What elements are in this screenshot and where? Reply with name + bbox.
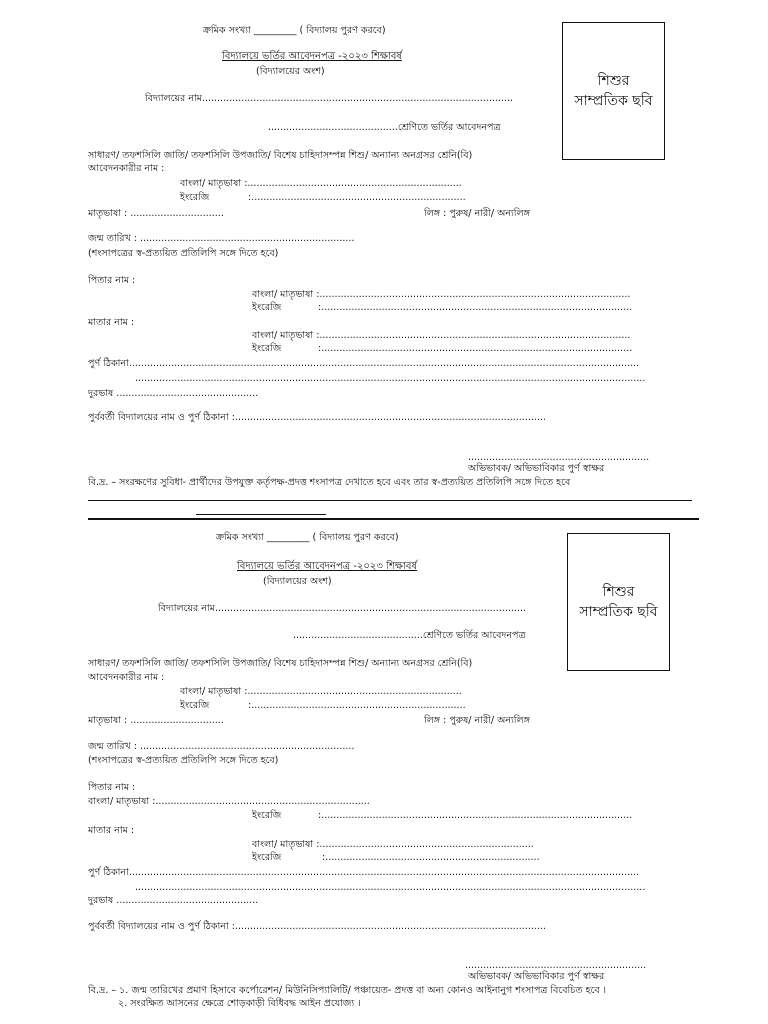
father-english-label: ইংরেজি [252,302,282,313]
address-field[interactable]: পুর্ণ ঠিকানা......................................................................................................................................................................... [88,867,640,878]
signature-line[interactable]: ............................................................ [465,960,647,971]
guardian-signature-label: অভিভাবক/ অভিভাবিকার পুর্ণ স্বাক্ষর [468,971,605,982]
footnote: বি.দ্র. – সংরক্ষণের সুবিধা- প্রার্থীদের উপযুক্ত কর্তৃপক্ষ-প্রদত্ত শংসাপত্র দেখাতে হবে এবং তার স্ব-প্রত্যয়িত প্রতিলিপি সঙ্গে দিতে হবে [88,477,571,488]
mother-tongue-field[interactable]: মাতৃভাষা : ............................... [88,208,224,219]
address-field-line2[interactable]: ......................................................................................................................................................................... [135,373,646,384]
dob-field[interactable]: জন্ম তারিখ : ....................................................................... [88,741,355,752]
phone-field[interactable]: দুরভাষ ............................................... [88,388,259,399]
dob-field[interactable]: জন্ম তারিখ : ....................................................................... [88,233,355,244]
mother-bengali-field[interactable]: বাংলা/ মাতৃভাষা :....................................................................................................... [252,330,631,341]
form-title: বিদ্যালয়ে ভর্তির আবেদনপত্র -২০২৩ শিক্ষাবর্ষ [222,51,402,62]
signature-line[interactable]: ............................................................ [468,452,650,463]
mother-bengali-field[interactable]: বাংলা/ মাতৃভাষা :....................................................................... [252,839,534,850]
gender-options: লিঙ্গ : পুরুষ/ নারী/ অন্যলিঙ্গ [424,208,530,219]
father-bengali-field[interactable]: বাংলা/ মাতৃভাষা :....................................................................... [88,796,370,807]
photo-label-line1: শিশুর [602,583,635,600]
gender-options: লিঙ্গ : পুরুষ/ নারী/ অন্যলিঙ্গ [424,715,530,726]
class-field[interactable]: ...........................................শ্রেণিতে ভর্তির আবেদনপত্র [268,122,501,133]
father-english-field[interactable]: :....................................................................................................... [318,302,633,313]
mother-name-label: মাতার নাম : [88,825,135,836]
form-subtitle: (বিদ্যালয়ের অংশ) [263,576,332,587]
applicant-bengali-field[interactable]: বাংলা/ মাতৃভাষা :....................................................................... [180,686,462,697]
school-name-field[interactable]: বিদ্যালয়ের নাম....................................................................................................... [158,603,526,614]
mother-tongue-field[interactable]: মাতৃভাষা : ............................... [88,715,224,726]
footnote-2: ২. সংরক্ষিত আসনের ক্ষেত্রে শোড়কাড়ী বিধিবদ্ধ আইন প্রযোজ্য । [118,998,361,1009]
short-divider-line [196,514,326,515]
applicant-bengali-field[interactable]: বাংলা/ মাতৃভাষা :....................................................................... [180,178,462,189]
school-name-field[interactable]: বিদ্যালয়ের নাম....................................................................................................... [145,93,513,104]
phone-field[interactable]: দুরভাষ ............................................... [88,895,259,906]
guardian-signature-label: অভিভাবক/ অভিভাবিকার পুর্ণ স্বাক্ষর [468,463,605,474]
mother-name-label: মাতার নাম : [88,317,135,328]
serial-number: ক্রমিক সংখ্যা _________ ( বিদ্যালয় পুরণ করবে) [203,25,386,36]
father-english-field[interactable]: :....................................................................................................... [318,810,633,821]
divider-line [88,500,692,501]
previous-school-field[interactable]: পুর্ববর্তী বিদ্যালয়ের নাম ও পুর্ণ ঠিকানা :....................................................................................................... [88,412,546,423]
dob-note: (শংসাপত্রের স্ব-প্রত্যয়িত প্রতিলিপি সঙ্গে দিতে হবে) [88,248,279,259]
serial-number: ক্রমিক সংখ্যা _________ ( বিদ্যালয় পুরণ করবে) [216,532,399,543]
father-bengali-field[interactable]: বাংলা/ মাতৃভাষা :....................................................................................................... [252,289,631,300]
dob-note: (শংসাপত্রের স্ব-প্রত্যয়িত প্রতিলিপি সঙ্গে দিতে হবে) [88,755,279,766]
applicant-english-label: ইংরেজি [180,192,210,203]
applicant-english-field[interactable]: :....................................................................... [248,192,466,203]
class-field[interactable]: ...........................................শ্রেণিতে ভর্তির আবেদনপত্র [293,630,526,641]
mother-english-label: ইংরেজি [252,343,282,354]
category-options: সাধারণ/ তফশসিলি জাতি/ তফশসিলি উপজাতি/ বিশেষ চাহিদাসম্পন্ন শিশু/ অন্যান্য অনগ্রসর শ্রেনি(বি) [88,658,473,669]
photo-label-line2: সাম্প্রতিক ছবি [579,604,658,620]
mother-english-label: ইংরেজি [252,852,282,863]
address-field-line2[interactable]: ......................................................................................................................................................................... [135,882,646,893]
applicant-name-label: আবেদনকারীর নাম : [88,672,165,683]
address-field[interactable]: পুর্ণ ঠিকানা......................................................................................................................................................................... [88,358,640,369]
section-separator [88,518,699,520]
form-subtitle: (বিদ্যালয়ের অংশ) [256,66,325,77]
previous-school-field[interactable]: পুর্ববর্তী বিদ্যালয়ের নাম ও পুর্ণ ঠিকানা :....................................................................................................... [88,921,546,932]
applicant-name-label: আবেদনকারীর নাম : [88,163,165,174]
applicant-english-field[interactable]: :....................................................................... [248,700,466,711]
father-name-label: পিতার নাম : [88,782,136,793]
applicant-english-label: ইংরেজি [180,700,210,711]
category-options: সাধারণ/ তফশসিলি জাতি/ তফশসিলি উপজাতি/ বিশেষ চাহিদাসম্পন্ন শিশু/ অন্যান্য অনগ্রসর শ্রেনি(বি) [88,150,473,161]
father-name-label: পিতার নাম : [88,275,136,286]
photo-label-line2: সাম্প্রতিক ছবি [574,93,653,109]
photo-box [562,22,665,160]
footnote-1: বি.দ্র. – ১. জন্ম তারিখের প্রমাণ হিসাবে কর্পোরেশন/ মিউনিসিপ্যালিটি/ পঞ্চায়েত- প্রদত্ত বা অন্য কোনও আইনানুগ শংসাপত্র বিবেচিত হবে । [88,985,607,996]
photo-label-line1: শিশুর [597,72,630,89]
form-title: বিদ্যালয়ে ভর্তির আবেদনপত্র -২০২৩ শিক্ষাবর্ষ [237,561,417,572]
father-english-label: ইংরেজি [252,810,282,821]
photo-box [567,533,670,671]
mother-english-field[interactable]: :....................................................................................................... [318,343,633,354]
mother-english-field[interactable]: :....................................................................... [322,852,540,863]
